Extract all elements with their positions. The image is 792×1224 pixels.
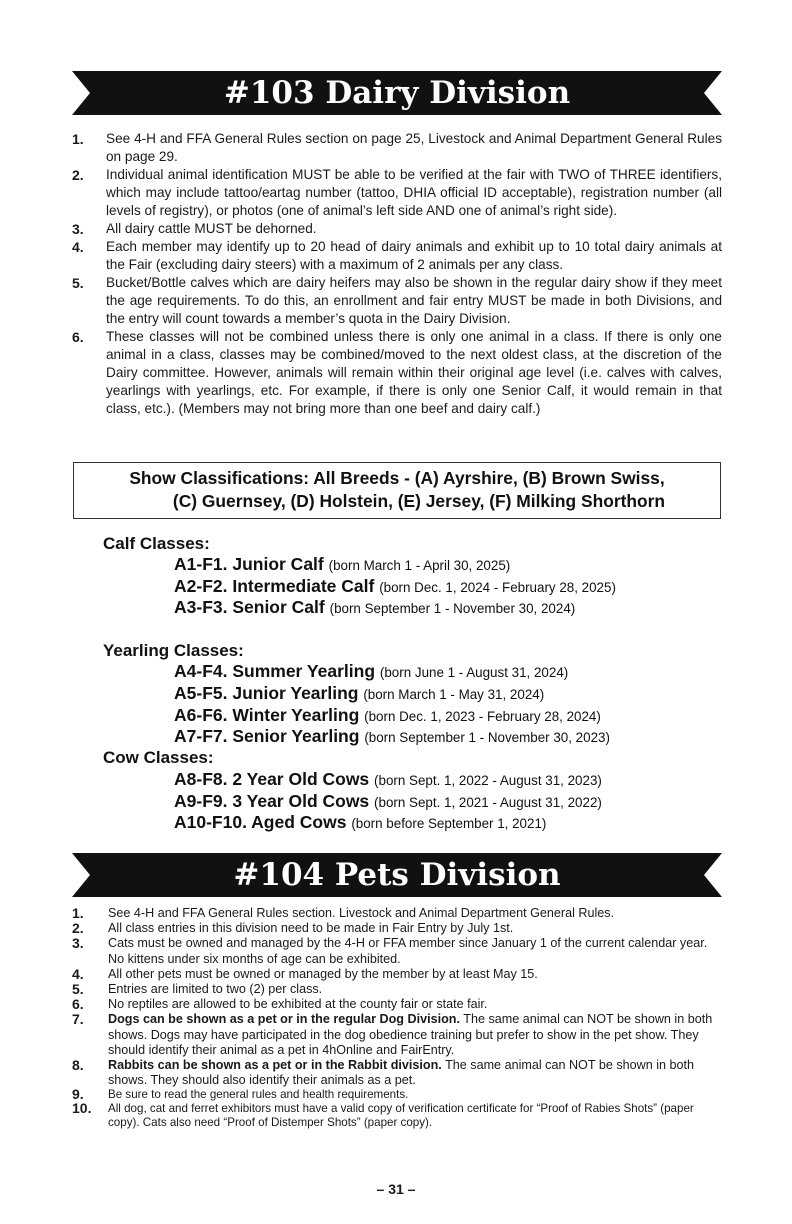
class-item: A6-F6. Winter Yearling (born Dec. 1, 2023 - February 28, 2024) <box>174 705 601 725</box>
yearling-classes-heading: Yearling Classes: <box>103 641 244 660</box>
pets-division-title: #104 Pets Division <box>233 857 561 893</box>
show-classifications-line1: Show Classifications: All Breeds - (A) Ayrshire, (B) Brown Swiss, <box>129 468 665 488</box>
class-item: A5-F5. Junior Yearling (born March 1 - May 31, 2024) <box>174 683 545 703</box>
list-item: 4. All other pets must be owned or managed by the member by at least May 15. <box>72 965 538 982</box>
class-item: A3-F3. Senior Calf (born September 1 - November 30, 2024) <box>174 597 576 617</box>
list-item: 1. See 4-H and FFA General Rules section. Livestock and Animal Department General Rules. <box>72 905 615 921</box>
list-item: 9. Be sure to read the general rules and health requirements. <box>72 1086 409 1103</box>
dairy-division-title: #103 Dairy Division <box>223 75 571 111</box>
show-classifications-box <box>73 462 721 519</box>
list-item: 5. Entries are limited to two (2) per class. <box>72 981 323 998</box>
class-item: A10-F10. Aged Cows (born before September 1, 2021) <box>174 812 547 832</box>
list-item: 2. Individual animal identification MUST be able to be verified at the fair with TWO of THREE identifiers, which may include tattoo/eartag number (tattoo, DHIA official ID acceptable), registration number (all levels of registry), or photos (one of animal’s left side AND one of animal’s right side). <box>72 167 722 218</box>
calf-classes-heading: Calf Classes: <box>103 534 210 553</box>
pets-rules-list <box>72 906 724 1130</box>
list-item: 10. All dog, cat and ferret exhibitors must have a valid copy of verification certificate for “Proof of Rabies Shots” (paper copy). Cats also need “Proof of Distemper Shots” (paper copy). <box>72 1100 694 1130</box>
class-item: A4-F4. Summer Yearling (born June 1 - August 31, 2024) <box>174 661 569 681</box>
class-item: A7-F7. Senior Yearling (born September 1 - November 30, 2023) <box>174 726 610 746</box>
dairy-division-banner <box>72 71 722 115</box>
class-item: A2-F2. Intermediate Calf (born Dec. 1, 2024 - February 28, 2025) <box>174 576 616 596</box>
list-item: 6. No reptiles are allowed to be exhibited at the county fair or state fair. <box>72 996 488 1013</box>
show-classifications-line2: (C) Guernsey, (D) Holstein, (E) Jersey, (F) Milking Shorthorn <box>172 491 666 511</box>
list-item: 3. All dairy cattle MUST be dehorned. <box>72 221 317 237</box>
class-item: A1-F1. Junior Calf (born March 1 - April 30, 2025) <box>174 554 511 574</box>
list-item: 1. See 4-H and FFA General Rules section on page 25, Livestock and Animal Department General Rules on page 29. <box>72 131 722 164</box>
cow-classes-heading: Cow Classes: <box>103 748 214 767</box>
list-item: 7. Dogs can be shown as a pet or in the regular Dog Division. The same animal can NOT be shown in both shows. Dogs may have participated in the dog obedience training but prefer to show in the pet show. They should identify their animal as a pet in 4hOnline and FairEntry. <box>72 1011 713 1057</box>
dairy-rules-list <box>72 130 722 418</box>
class-item: A9-F9. 3 Year Old Cows (born Sept. 1, 2021 - August 31, 2022) <box>174 791 602 811</box>
list-item: 3. Cats must be owned and managed by the 4-H or FFA member since January 1 of the current calendar year. No kittens under six months of age can be exhibited. <box>72 935 708 966</box>
list-item: 8. Rabbits can be shown as a pet or in the Rabbit division. The same animal can NOT be shown in both shows. They should also identify their animals as a pet. <box>72 1057 695 1088</box>
page-number: – 31 – <box>376 1181 416 1197</box>
pets-division-banner <box>72 853 722 897</box>
list-item: 5. Bucket/Bottle calves which are dairy heifers may also be shown in the regular dairy show if they meet the age requirements. To do this, an enrollment and fair entry MUST be made in both Divisions, and the entry will count towards a member’s quota in the Dairy Division. <box>72 275 722 326</box>
class-item: A8-F8. 2 Year Old Cows (born Sept. 1, 2022 - August 31, 2023) <box>174 769 602 789</box>
list-item: 6. These classes will not be combined unless there is only one animal in a class. If there is only one animal in a class, classes may be combined/moved to the next oldest class, at the discretion of the Dairy committee. However, animals will remain within their original age level (i.e. calves with calves, yearlings with yearlings, etc. For example, if there is only one Senior Calf, it would remain in that class, etc.). (Members may not bring more than one beef and dairy calf.) <box>72 329 722 416</box>
list-item: 2. All class entries in this division need to be made in Fair Entry by July 1st. <box>72 920 514 937</box>
list-item: 4. Each member may identify up to 20 head of dairy animals and exhibit up to 10 total dairy animals at the Fair (excluding dairy steers) with a maximum of 2 animals per any class. <box>72 239 722 272</box>
